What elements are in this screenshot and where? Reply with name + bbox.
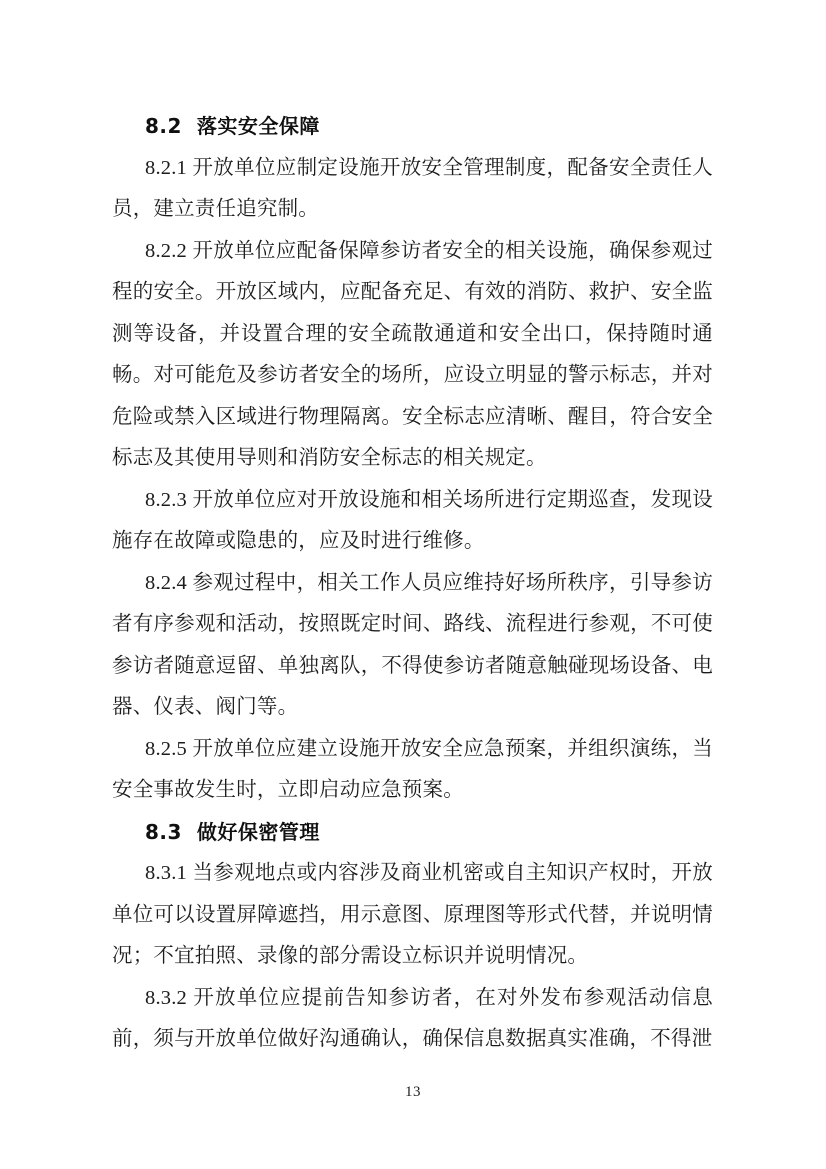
- clause-8-3-2: 8.3.2 开放单位应提前告知参访者，在对外发布参观活动信息前，须与开放单位做好沟通确认，确保信息数据真实准确，不得泄: [112, 986, 713, 1050]
- section-heading-8-2: 8.2 落实安全保障: [145, 114, 320, 138]
- clause-8-2-2: 8.2.2 开放单位应配备保障参访者安全的相关设施，确保参观过程的安全。开放区域内，应配备充足、有效的消防、救护、安全监测等设备，并设置合理的安全疏散通道和安全出口，保持随时通畅。对可能危及参访者安全的场所，应设立明显的警示标志，并对危险或禁入区域进行物理隔离。安全标志应清晰、醒目，符合安全标志及其使用导则和消防安全标志的相关规定。: [112, 239, 713, 469]
- section-heading-8-3: 8.3 做好保密管理: [145, 819, 320, 844]
- clause-8-2-5: 8.2.5 开放单位应建立设施开放安全应急预案，并组织演练，当安全事故发生时，立即启动应急预案。: [112, 737, 713, 801]
- clause-8-2-3: 8.2.3 开放单位应对开放设施和相关场所进行定期巡查，发现设施存在故障或隐患的，应及时进行维修。: [112, 488, 713, 552]
- page-number: 13: [405, 1084, 421, 1100]
- clause-8-2-4: 8.2.4 参观过程中，相关工作人员应维持好场所秩序，引导参访者有序参观和活动，按照既定时间、路线、流程进行参观，不可使参访者随意逗留、单独离队，不得使参访者随意触碰现场设备、电器、仪表、阀门等。: [112, 571, 713, 718]
- clause-8-2-1: 8.2.1 开放单位应制定设施开放安全管理制度，配备安全责任人员，建立责任追究制。: [112, 156, 713, 220]
- page-content: [112, 106, 713, 1061]
- clause-8-3-1: 8.3.1 当参观地点或内容涉及商业机密或自主知识产权时，开放单位可以设置屏障遮挡，用示意图、原理图等形式代替，并说明情况；不宜拍照、录像的部分需设立标识并说明情况。: [112, 862, 713, 967]
